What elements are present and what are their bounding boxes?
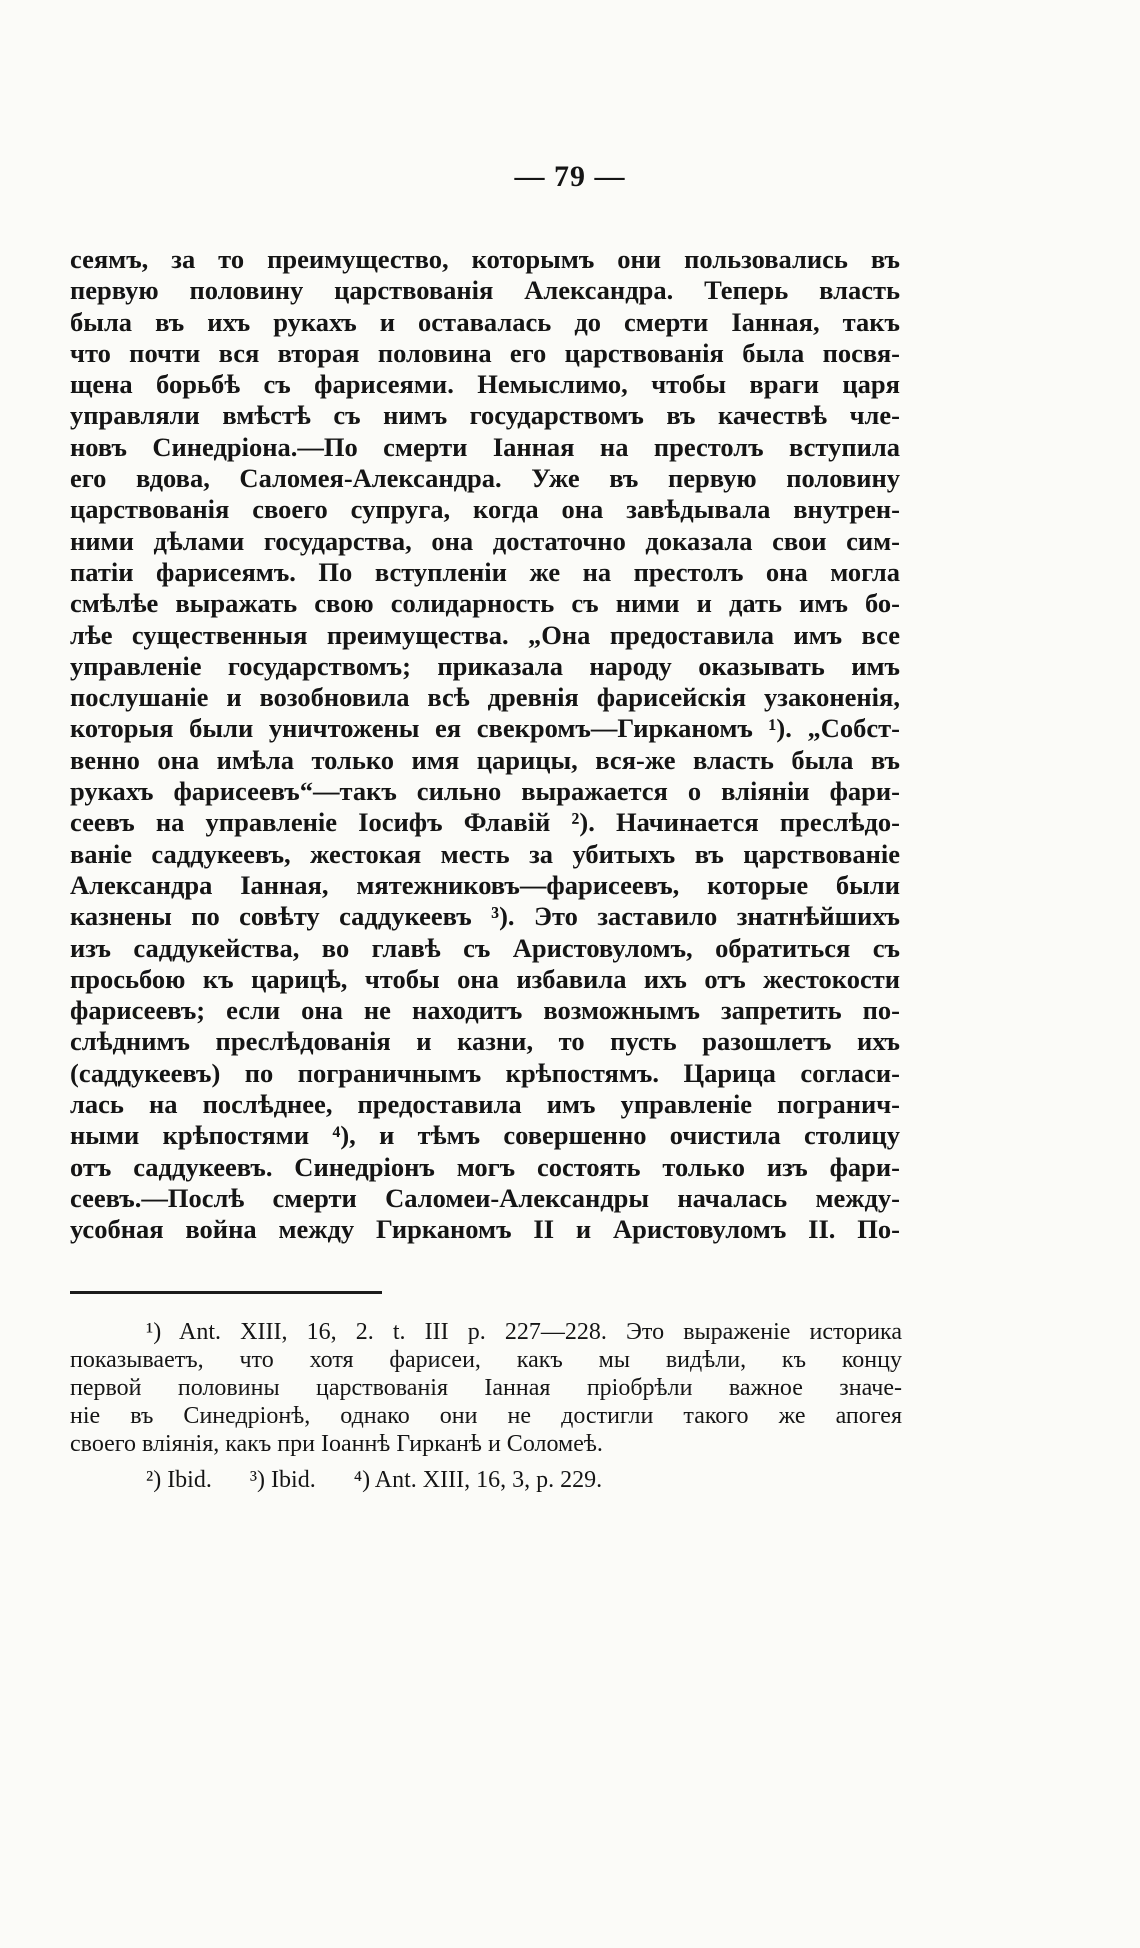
footnote-ref: ⁴) Ant. XIII, 16, 3, p. 229. bbox=[353, 1467, 603, 1493]
text-line: слѣднимъ преслѣдованія и казни, то пусть разошлетъ ихъ bbox=[70, 1026, 900, 1057]
text-line: изъ саддукейства, во главѣ съ Аристовуломъ, обратиться съ bbox=[70, 932, 900, 963]
text-line: управленіе государствомъ; приказала народу оказывать имъ bbox=[70, 650, 900, 681]
text-line: лась на послѣднее, предоставила имъ управленіе погранич- bbox=[70, 1089, 900, 1120]
text-line: просьбою къ царицѣ, чтобы она избавила ихъ отъ жестокости bbox=[70, 963, 900, 994]
text-line: отъ саддукеевъ. Синедріонъ могъ состоять только изъ фари- bbox=[70, 1151, 900, 1182]
text-line: послушаніе и возобновила всѣ древнія фарисейскія узаконенія, bbox=[70, 682, 900, 713]
text-line: ными крѣпостями ⁴), и тѣмъ совершенно очистила столицу bbox=[70, 1120, 900, 1151]
text-line: фарисеевъ; если она не находитъ возможнымъ запретить по- bbox=[70, 995, 900, 1026]
text-line: рукахъ фарисеевъ“—такъ сильно выражается о вліяніи фари- bbox=[70, 776, 900, 807]
text-line: его вдова, Саломея-Александра. Уже въ первую половину bbox=[70, 463, 900, 494]
text-line: ваніе саддукеевъ, жестокая месть за убитыхъ въ царствованіе bbox=[70, 838, 900, 869]
text-line: управляли вмѣстѣ съ нимъ государствомъ въ качествѣ чле- bbox=[70, 400, 900, 431]
text-line: ними дѣлами государства, она достаточно доказала свои сим- bbox=[70, 525, 900, 556]
text-line: Александра Іанная, мятежниковъ—фарисеевъ, которые были bbox=[70, 869, 900, 900]
text-line: усобная война между Гирканомъ II и Аристовуломъ II. По- bbox=[70, 1214, 900, 1245]
text-line: смѣлѣе выражать свою солидарность съ ними и дать имъ бо- bbox=[70, 588, 900, 619]
text-line: что почти вся вторая половина его царствованія была посвя- bbox=[70, 337, 900, 368]
footnote-references-row bbox=[70, 1466, 902, 1494]
text-line: которыя были уничтожены ея свекромъ—Гирканомъ ¹). „Собст- bbox=[70, 713, 900, 744]
text-line: сеевъ.—Послѣ смерти Саломеи-Александры началась между- bbox=[70, 1182, 900, 1213]
main-text-block bbox=[70, 244, 900, 1246]
text-line: была въ ихъ рукахъ и оставалась до смерти Іанная, такъ bbox=[70, 306, 900, 337]
text-line: (саддукеевъ) по пограничнымъ крѣпостямъ. Царица согласи- bbox=[70, 1057, 900, 1088]
text-line: щена борьбѣ съ фарисеями. Немыслимо, чтобы враги царя bbox=[70, 369, 900, 400]
footnote-line: показываетъ, что хотя фарисеи, какъ мы видѣли, къ концу bbox=[70, 1347, 902, 1373]
footnote-line: своего вліянія, какъ при Іоаннѣ Гирканѣ и Соломеѣ. bbox=[70, 1431, 603, 1457]
page-number: — 79 — bbox=[514, 160, 626, 193]
text-line: казнены по совѣту саддукеевъ ³). Это заставило знатнѣйшихъ bbox=[70, 901, 900, 932]
footnote-ref: ²) Ibid. bbox=[146, 1467, 212, 1493]
text-line: царствованія своего супруга, когда она завѣдывала внутрен- bbox=[70, 494, 900, 525]
footnote-line: ніе въ Синедріонѣ, однако они не достигли такого же апогея bbox=[70, 1403, 902, 1429]
text-line: сеямъ, за то преимущество, которымъ они пользовались въ bbox=[70, 244, 900, 274]
footnotes-block bbox=[70, 1318, 902, 1494]
text-line: первую половину царствованія Александра. Теперь власть bbox=[70, 275, 900, 306]
text-line: сеевъ на управленіе Іосифъ Флавій ²). Начинается преслѣдо- bbox=[70, 807, 900, 838]
footnote-ref: ³) Ibid. bbox=[249, 1467, 316, 1493]
text-line: новъ Синедріона.—По смерти Іанная на престолъ вступила bbox=[70, 431, 900, 462]
footnote-line: первой половины царствованія Іанная пріобрѣли важное значе- bbox=[70, 1375, 902, 1401]
footnote-line: ¹) Ant. XIII, 16, 2. t. III p. 227—228. Это выраженіе историка bbox=[146, 1319, 902, 1345]
text-line: патіи фарисеямъ. По вступленіи же на престолъ она могла bbox=[70, 556, 900, 587]
footnote-divider bbox=[70, 1291, 382, 1294]
text-line: венно она имѣла только имя царицы, вся-же власть была въ bbox=[70, 744, 900, 775]
text-line: лѣе существенныя преимущества. „Она предоставила имъ все bbox=[70, 619, 900, 650]
